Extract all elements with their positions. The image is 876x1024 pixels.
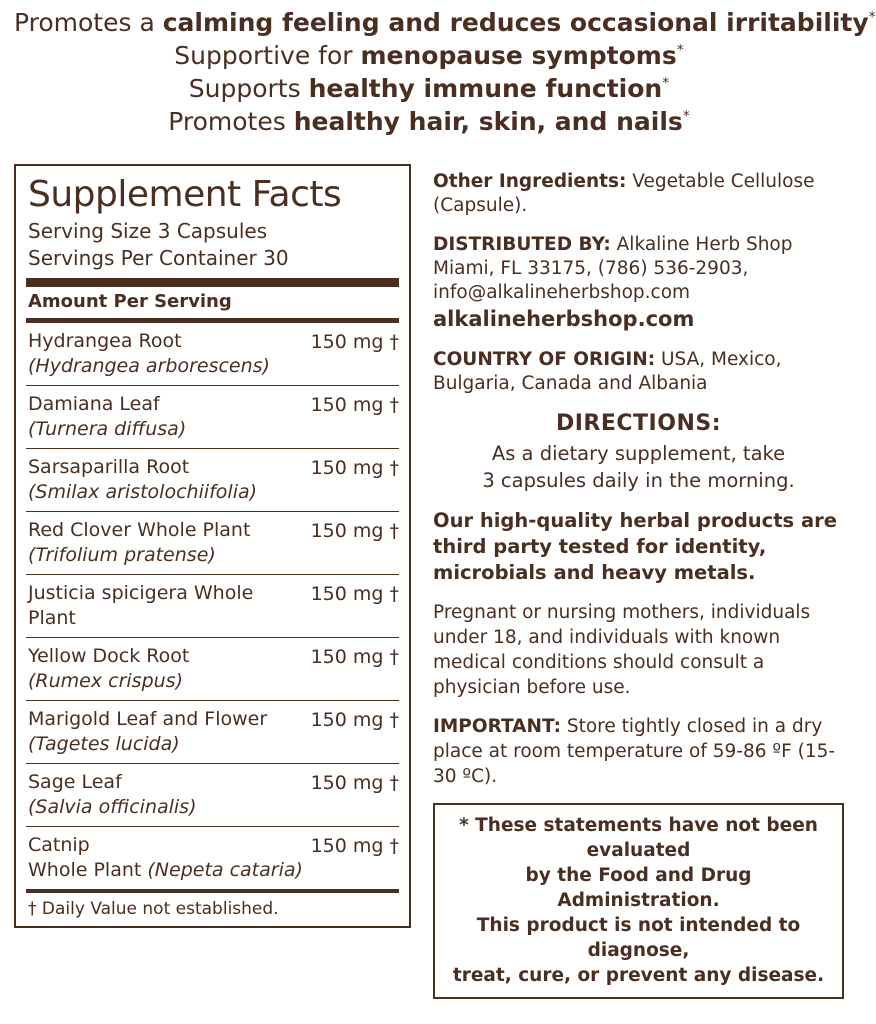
website-link[interactable]: alkalineherbshop.com [433,307,695,331]
daily-value-footnote: † Daily Value not established. [28,899,279,919]
ingredient-common-name: Yellow Dock Root [28,645,190,667]
ingredient-name [28,833,309,883]
disclaimer-line-1: * These statements have not been evaluated [459,815,818,861]
table-row [26,574,399,637]
directions-heading: DIRECTIONS: [555,411,721,436]
claim-prefix: Supportive for [174,41,361,70]
distributor-email: info@alkalineherbshop.com [433,282,691,303]
claim-line [14,39,844,72]
directions-line-2: 3 capsules daily in the morning. [482,469,795,492]
ingredient-latin-name: (Trifolium pratense) [28,544,216,566]
claim-prefix: Promotes a [14,8,163,37]
claim-line [14,72,844,105]
claim-bold: calming feeling and reduces occasional irritability [162,8,869,37]
country-of-origin [433,348,844,396]
claim-asterisk: * [662,75,670,92]
claim-bold: healthy hair, skin, and nails [293,107,683,136]
ingredient-name [28,329,276,379]
divider-thick [26,278,399,287]
ingredient-common-name: Sage Leaf [28,771,122,793]
ingredient-name [28,518,256,568]
table-row [26,448,399,511]
label-columns [14,164,844,999]
ingredient-latin-name: (Nepeta cataria) [147,859,303,881]
ingredient-common-name: Justicia spicigera Whole Plant [28,582,254,629]
directions-body [433,440,844,494]
claim-bold: healthy immune function [308,74,663,103]
table-row [26,385,399,448]
important-value: Store tightly closed in a dry place at room temperature of 59-86 ºF (15-30 ºC). [433,716,836,787]
claim-prefix: Supports [188,74,309,103]
ingredient-latin-name: (Rumex crispus) [28,670,183,692]
claim-asterisk: * [868,9,876,26]
ingredient-name [28,392,192,442]
ingredient-latin-name: (Hydrangea arborescens) [28,355,270,377]
ingredient-common-name: Catnip [28,834,90,856]
ingredient-latin-name: (Smilax aristolochiifolia) [28,481,258,503]
table-row [26,511,399,574]
ingredient-latin-name: (Tagetes lucida) [28,733,180,755]
other-ingredients-label: Other Ingredients: [433,171,627,192]
ingredient-common-name: Damiana Leaf [28,393,160,415]
table-row [26,322,399,385]
other-ingredients-value: Vegetable Cellulose (Capsule). [433,171,815,216]
supplement-facts-column [14,164,411,928]
ingredient-amount: 150 mg † [310,709,399,731]
disclaimer-line-3: This product is not intended to diagnose, [476,915,801,961]
claim-line [14,6,876,39]
serving-size: Serving Size 3 Capsules [28,219,268,243]
claim-line [14,105,844,138]
ingredient-amount: 150 mg † [310,331,399,353]
country-of-origin-value: USA, Mexico, Bulgaria, Canada and Albania [433,349,782,394]
table-row [26,700,399,763]
ingredient-amount: 150 mg † [310,772,399,794]
ingredient-name [28,707,273,757]
claim-bold: menopause symptoms [360,41,677,70]
ingredient-name [28,455,263,505]
ingredient-amount: 150 mg † [310,520,399,542]
ingredient-latin-name: (Salvia officinalis) [28,796,197,818]
country-of-origin-label: COUNTRY OF ORIGIN: [433,349,656,370]
important-label: IMPORTANT: [433,716,561,737]
claim-asterisk: * [682,108,690,125]
table-row [26,826,399,889]
amount-per-serving-header: Amount Per Serving [28,291,232,312]
ingredient-name [28,770,203,820]
distributed-by-label: DISTRIBUTED BY: [433,234,611,255]
warning-statement: Pregnant or nursing mothers, individuals under 18, and individuals with known medical conditions should consult a physician before use. [433,602,811,698]
storage-statement [433,714,844,789]
quality-statement: Our high-quality herbal products are third party tested for identity, microbials and heavy metals. [433,509,837,584]
ingredient-amount: 150 mg † [310,394,399,416]
distributed-by-value: Alkaline Herb Shop [610,234,793,255]
other-ingredients [433,170,844,218]
supplement-facts-panel [14,164,411,928]
table-row [26,763,399,826]
distributor-address: Miami, FL 33175, (786) 536-2903, [433,258,749,279]
info-column [411,164,844,999]
fda-disclaimer-box [433,803,844,999]
claim-asterisk: * [676,42,684,59]
ingredient-common-name: Red Clover Whole Plant [28,519,251,541]
ingredient-common-name: Marigold Leaf and Flower [28,708,268,730]
claim-prefix: Promotes [168,107,294,136]
ingredient-amount: 150 mg † [310,835,399,857]
distributed-by [433,233,844,333]
ingredient-part-name: Whole Plant [28,859,148,881]
supplement-facts-title: Supplement Facts [28,174,342,215]
disclaimer-line-2: by the Food and Drug Administration. [525,865,752,911]
ingredient-amount: 150 mg † [310,583,399,605]
disclaimer-line-4: treat, cure, or prevent any disease. [452,965,825,986]
ingredient-common-name: Hydrangea Root [28,330,182,352]
directions-line-1: As a dietary supplement, take [491,442,786,465]
ingredient-common-name: Sarsaparilla Root [28,456,190,478]
ingredient-name [28,581,311,631]
table-row [26,637,399,700]
servings-per-container: Servings Per Container 30 [28,246,289,270]
ingredient-name [28,644,195,694]
claims-block [14,0,876,138]
ingredient-latin-name: (Turnera diffusa) [28,418,187,440]
ingredient-amount: 150 mg † [310,457,399,479]
ingredient-amount: 150 mg † [310,646,399,668]
